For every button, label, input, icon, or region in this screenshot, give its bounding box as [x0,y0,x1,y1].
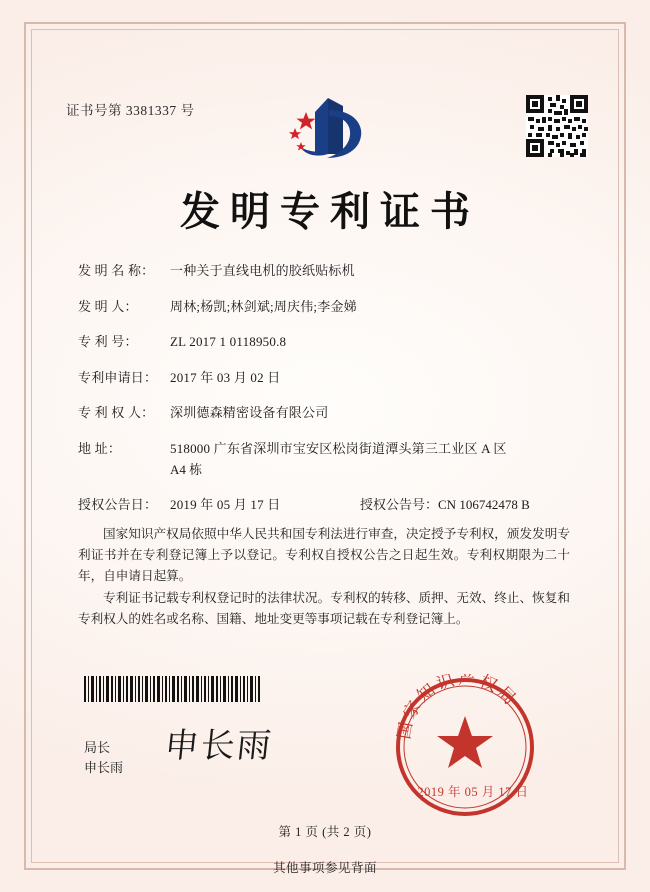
field-grant-announcement [78,496,578,514]
field-value: 2019 年 05 月 17 日 [170,497,281,512]
certificate-fields [78,262,578,532]
legal-paragraph-1: 国家知识产权局依照中华人民共和国专利法进行审查，决定授予专利权，颁发发明专利证书并在专利登记簿上予以登记。专利权自授权公告之日起生效。专利权期限为二十年，自申请日起算。 [78,527,570,583]
director-name: 申长雨 [84,760,124,775]
field-application-date [78,369,578,387]
footer-note: 其他事项参见背面 [272,861,377,875]
field-inventors [78,298,578,316]
field-address [78,440,578,479]
field-label: 专 利 权 人： [78,405,155,420]
field-label: 授权公告号： [360,497,439,512]
field-label: 授权公告日： [78,497,158,512]
field-value: ZL 2017 1 0118950.8 [170,334,287,349]
field-label: 地 址： [78,440,122,456]
field-value-line2: A4 栋 [170,461,203,477]
director-block [84,738,123,778]
barcode [84,676,260,702]
director-signature: 申长雨 [162,726,275,766]
field-value: 深圳德森精密设备有限公司 [170,405,329,420]
certificate-number: 证书号第 3381337 号 [66,103,195,118]
field-label: 专 利 号： [78,334,138,349]
field-patent-number [78,333,578,351]
page-title: 发明专利证书 [180,188,480,235]
field-invention-name [78,262,578,280]
field-label: 专利申请日： [78,369,158,385]
qr-code [526,95,588,157]
page-indicator: 第 1 页 (共 2 页) [278,825,372,839]
field-value: 518000 广东省深圳市宝安区松岗街道潭头第三工业区 A 区 [170,440,507,456]
field-value: CN 106742478 B [438,497,530,512]
cnipa-logo-icon [265,92,385,164]
field-value: 周林;杨凯;林剑斌;周庆伟;李金娣 [170,298,357,314]
field-label: 发 明 人： [78,298,138,314]
legal-paragraph-2: 专利证书记载专利权登记时的法律状况。专利权的转移、质押、无效、终止、恢复和专利权人的姓名或名称、国籍、地址变更等事项记载在专利登记簿上。 [78,591,570,626]
field-value: 2017 年 03 月 02 日 [170,369,281,385]
field-label: 发 明 名 称： [78,263,155,278]
field-patentee [78,404,578,422]
field-value: 一种关于直线电机的胶纸贴标机 [170,263,355,278]
seal-date: 2019 年 05 月 17 日 [417,785,529,799]
svg-text:国家知识产权局: 国家知识产权局 [394,674,522,741]
field-grant-announcement-number [360,496,530,514]
director-label: 局长 [84,740,111,755]
